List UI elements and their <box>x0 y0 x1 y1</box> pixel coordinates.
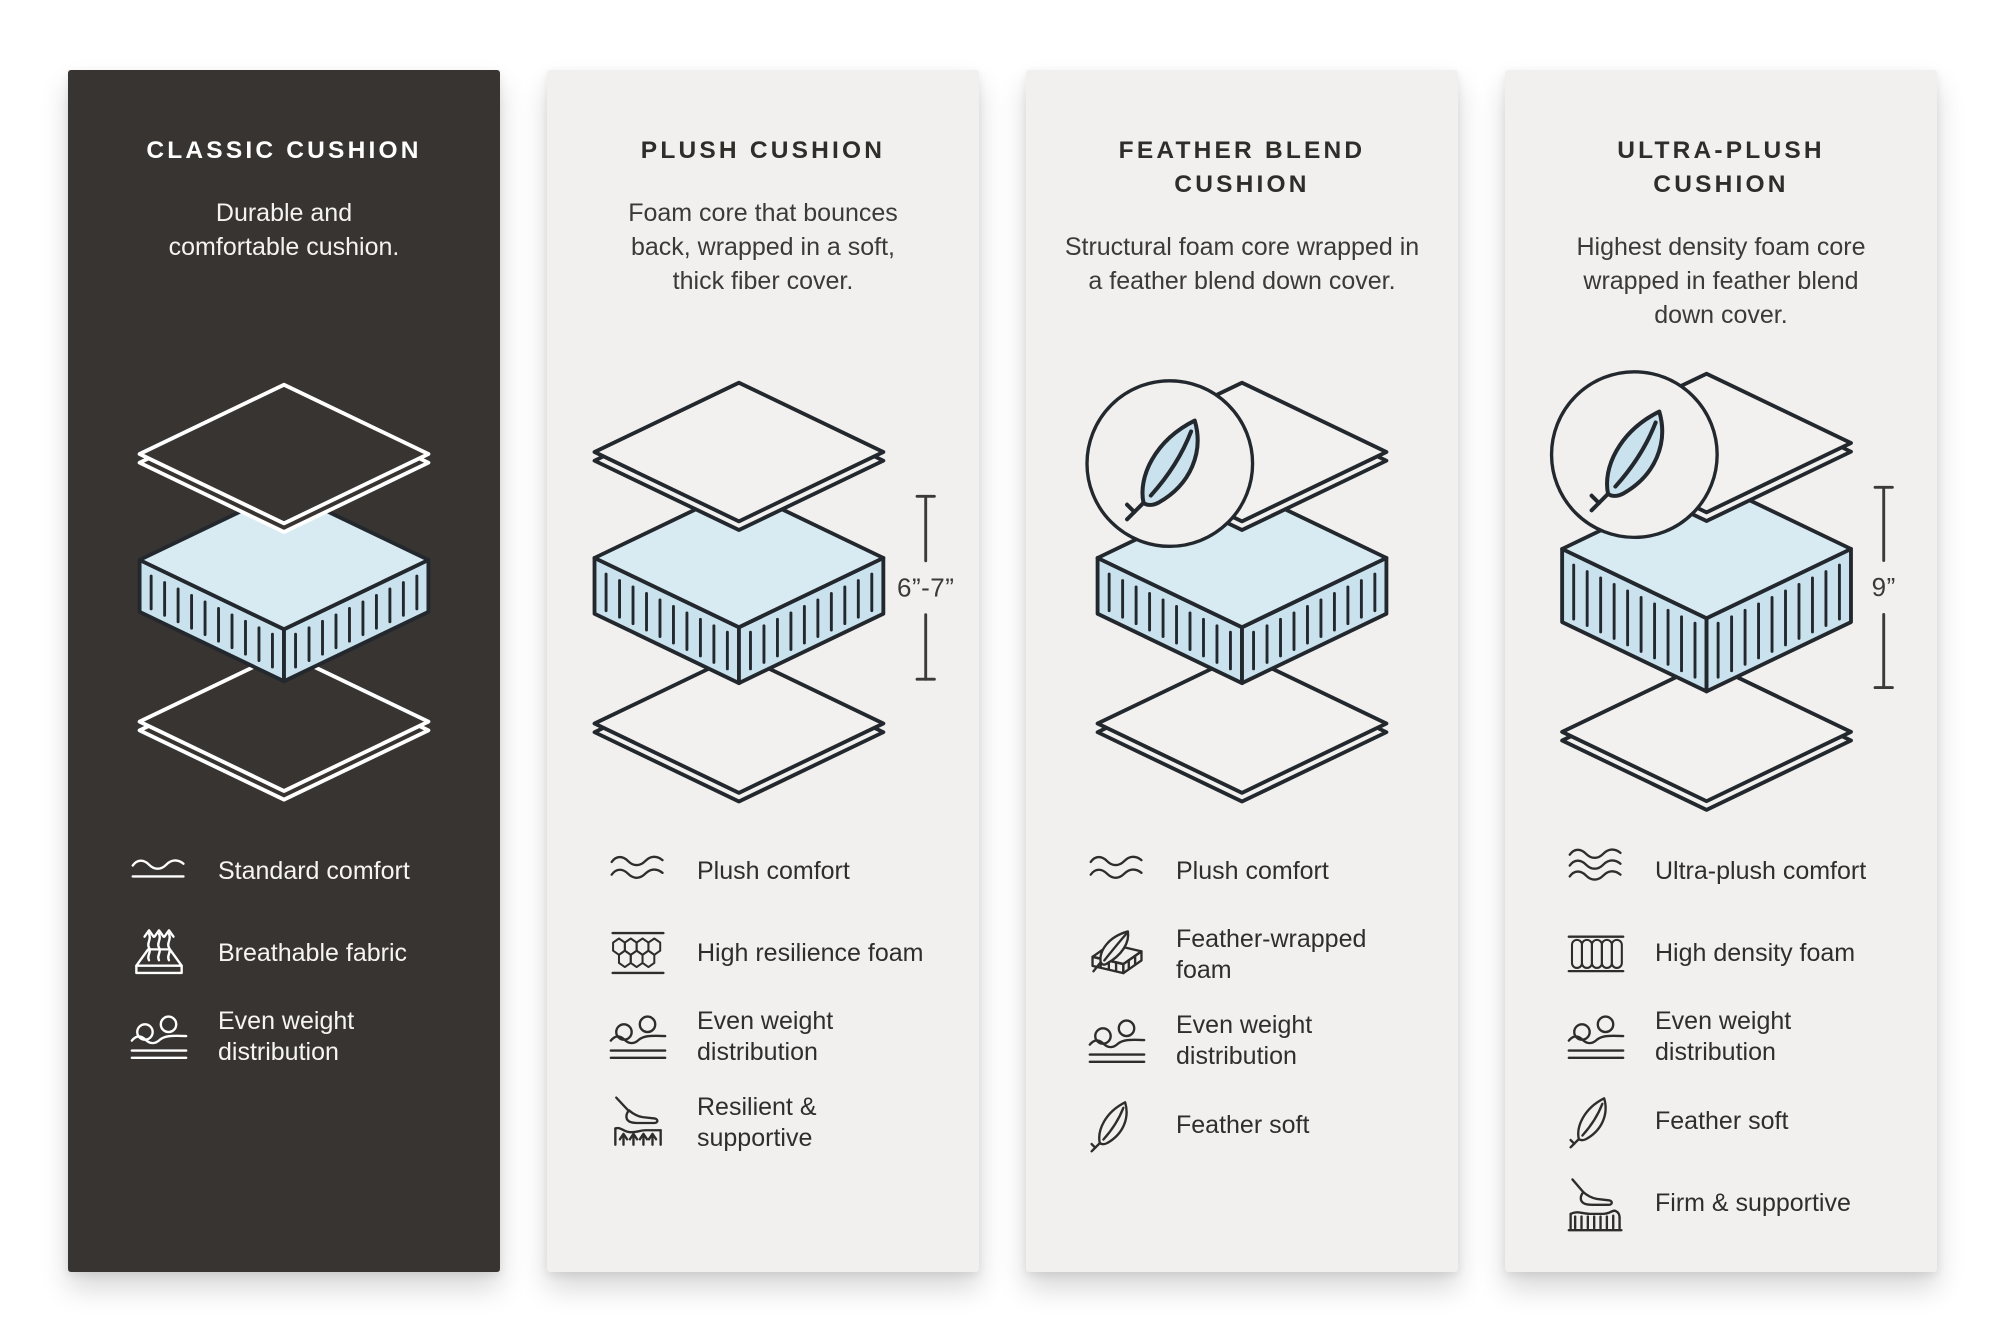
panel-description: Durable and comfortable cushion. <box>168 199 400 261</box>
feature-list <box>68 842 500 1092</box>
feature-item <box>1567 924 1911 982</box>
feature-list <box>1026 842 1458 1178</box>
feature-label: Feather-wrapped foam <box>1176 925 1367 984</box>
feature-label: Ultra-plush comfort <box>1655 856 1867 885</box>
cushion-diagram <box>77 377 491 807</box>
feature-item <box>609 1006 953 1068</box>
plush-comfort-icon <box>1088 842 1146 900</box>
feature-label: Even weight distribution <box>1655 1007 1792 1066</box>
feature-item <box>1567 1092 1911 1150</box>
ultra-plush-comfort-icon <box>1567 842 1625 900</box>
feature-label: Firm & supportive <box>1655 1188 1851 1217</box>
thickness-measurement: 6”-7” <box>897 572 955 603</box>
even-weight-icon <box>609 1008 667 1066</box>
panel-classic-cushion <box>68 70 500 1272</box>
feature-label: Feather soft <box>1176 1110 1310 1139</box>
feature-item <box>1567 842 1911 900</box>
cushion-layers-illustration <box>1505 342 1937 842</box>
feather-icon <box>1088 1096 1146 1154</box>
cushion-layers-illustration <box>68 342 500 842</box>
panel-title: ULTRA-PLUSH CUSHION <box>1617 137 1825 198</box>
panel-header <box>68 70 500 342</box>
standard-comfort-icon <box>130 842 188 900</box>
feather-badge-icon <box>1552 372 1718 538</box>
feature-label: Resilient & supportive <box>697 1093 817 1152</box>
resilient-supportive-icon <box>609 1094 667 1152</box>
panel-title: PLUSH CUSHION <box>640 137 886 164</box>
panel-ultra-plush-cushion <box>1505 70 1937 1272</box>
feature-label: High resilience foam <box>697 938 924 967</box>
cushion-diagram <box>1035 375 1449 809</box>
resilience-foam-icon <box>609 924 667 982</box>
breathable-fabric-icon <box>130 924 188 982</box>
feature-item <box>1088 1010 1432 1072</box>
even-weight-icon <box>130 1008 188 1066</box>
feature-item <box>609 924 953 982</box>
feature-label: Feather soft <box>1655 1106 1789 1135</box>
feature-label: Plush comfort <box>1176 856 1329 885</box>
feather-wrapped-foam-icon <box>1088 926 1146 984</box>
feature-list <box>1505 842 1937 1256</box>
feature-label: Even weight distribution <box>218 1007 355 1066</box>
feature-item <box>1088 842 1432 900</box>
firm-supportive-icon <box>1567 1174 1625 1232</box>
feature-label: High density foam <box>1655 938 1856 967</box>
thickness-measurement: 9” <box>1871 572 1896 603</box>
cushion-layers-illustration <box>547 342 979 842</box>
panel-header <box>1505 70 1937 342</box>
panel-description: Foam core that bounces back, wrapped in a soft, thick fiber cover. <box>628 199 898 295</box>
panel-title: CLASSIC CUSHION <box>146 137 422 164</box>
panel-description: Structural foam core wrapped in a feather blend down cover. <box>1064 233 1420 295</box>
cushion-diagram <box>556 375 970 809</box>
feature-item <box>130 924 474 982</box>
even-weight-icon <box>1567 1008 1625 1066</box>
feature-label: Even weight distribution <box>1176 1011 1313 1070</box>
feature-item <box>609 1092 953 1154</box>
feature-list <box>547 842 979 1178</box>
thickness-bracket <box>1872 488 1896 688</box>
feature-item <box>1567 1006 1911 1068</box>
feature-label: Plush comfort <box>697 856 850 885</box>
feather-icon <box>1567 1092 1625 1150</box>
feature-item <box>1088 1096 1432 1154</box>
feature-label: Breathable fabric <box>218 938 408 967</box>
feature-item <box>1088 924 1432 986</box>
cushion-layers-illustration <box>1026 342 1458 842</box>
panel-description: Highest density foam core wrapped in feather blend down cover. <box>1576 233 1866 329</box>
feature-label: Standard comfort <box>218 856 410 885</box>
feature-item <box>130 842 474 900</box>
panel-header <box>547 70 979 342</box>
feature-item <box>609 842 953 900</box>
high-density-foam-icon <box>1567 924 1625 982</box>
feature-item <box>1567 1174 1911 1232</box>
panel-header <box>1026 70 1458 342</box>
panel-feather-blend-cushion <box>1026 70 1458 1272</box>
panel-title: FEATHER BLEND CUSHION <box>1118 137 1366 198</box>
thickness-bracket <box>897 496 954 679</box>
cushion-diagram <box>1514 366 1928 818</box>
plush-comfort-icon <box>609 842 667 900</box>
even-weight-icon <box>1088 1012 1146 1070</box>
panel-plush-cushion <box>547 70 979 1272</box>
feature-item <box>130 1006 474 1068</box>
feather-badge-icon <box>1087 381 1253 547</box>
feature-label: Even weight distribution <box>697 1007 834 1066</box>
